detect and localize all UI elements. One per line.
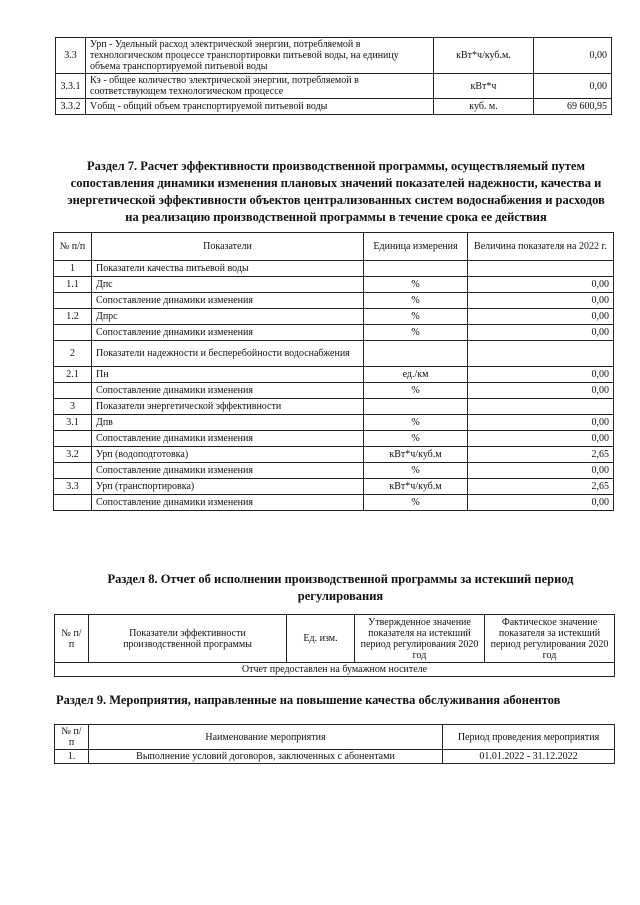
row-value: 0,00 (468, 367, 614, 383)
row-name: Сопоставление динамики изменения (92, 431, 364, 447)
row-value: 0,00 (468, 277, 614, 293)
row-unit: кВт*ч/куб.м (364, 479, 468, 495)
header-name: Наименование мероприятия (89, 725, 443, 750)
row-unit: % (364, 383, 468, 399)
row-name: Показатели качества питьевой воды (92, 261, 364, 277)
row-value (468, 399, 614, 415)
header-actual: Фактическое значение показателя за истекший период регулирования 2020 год (485, 615, 615, 663)
row-period: 01.01.2022 - 31.12.2022 (443, 750, 615, 764)
row-unit: % (364, 325, 468, 341)
header-unit: Ед. изм. (287, 615, 355, 663)
section8-title: Раздел 8. Отчет об исполнении производственной программы за истекший период регулирования (107, 572, 574, 603)
header-approved: Утвержденное значение показателя на истекший период регулирования 2020 год (355, 615, 485, 663)
row-num: 1.1 (54, 277, 92, 293)
row-name: Показатели энергетической эффективности (92, 399, 364, 415)
row-num: 3 (54, 399, 92, 415)
table-row (54, 399, 614, 415)
row-value: 0,00 (468, 495, 614, 511)
row-value: 0,00 (468, 293, 614, 309)
header-value: Величина показателя на 2022 г. (468, 233, 614, 261)
row-name: Сопоставление динамики изменения (92, 495, 364, 511)
row-unit: кВт*ч/куб.м. (434, 38, 534, 74)
table-row (54, 415, 614, 431)
table-row (54, 367, 614, 383)
row-num: 3.3 (54, 479, 92, 495)
row-num (54, 431, 92, 447)
header-name: Показатели (92, 233, 364, 261)
row-name: Выполнение условий договоров, заключенных с абонентами (89, 750, 443, 764)
energy-consumption-table (55, 37, 612, 115)
row-value (468, 261, 614, 277)
efficiency-table (53, 232, 614, 511)
row-value: 69 600,95 (534, 99, 612, 115)
row-unit: % (364, 431, 468, 447)
table-row (54, 293, 614, 309)
row-unit: % (364, 293, 468, 309)
header-num: № п/п (54, 233, 92, 261)
header-num: № п/п (55, 725, 89, 750)
row-value: 0,00 (468, 383, 614, 399)
row-unit: % (364, 309, 468, 325)
table-row (54, 463, 614, 479)
section9-title: Раздел 9. Мероприятия, направленные на повышение качества обслуживания абонентов (56, 693, 561, 707)
row-value (468, 341, 614, 367)
row-name: Сопоставление динамики изменения (92, 325, 364, 341)
row-num: 3.1 (54, 415, 92, 431)
table-row (54, 479, 614, 495)
row-num (54, 325, 92, 341)
row-value: 0,00 (468, 325, 614, 341)
table-row (56, 99, 612, 115)
row-value: 2,65 (468, 479, 614, 495)
row-num (54, 383, 92, 399)
measures-table (54, 724, 615, 764)
table-row (54, 447, 614, 463)
row-desc: Урп - Удельный расход электрической энергии, потребляемой в технологическом процессе транспортировки питьевой воды, на единицу объема транспортируемой питьевой воды (86, 38, 434, 74)
row-unit (364, 261, 468, 277)
row-name: Дпс (92, 277, 364, 293)
table-row (54, 277, 614, 293)
table-row (55, 750, 615, 764)
row-unit (364, 399, 468, 415)
row-name: Сопоставление динамики изменения (92, 383, 364, 399)
table-row (56, 74, 612, 99)
row-num (54, 293, 92, 309)
row-num: 2.1 (54, 367, 92, 383)
row-value: 2,65 (468, 447, 614, 463)
row-num: 1. (55, 750, 89, 764)
row-unit: % (364, 277, 468, 293)
report-table (54, 614, 615, 677)
table-row (54, 431, 614, 447)
row-num (54, 463, 92, 479)
row-value: 0,00 (534, 38, 612, 74)
row-num: 3.3 (56, 38, 86, 74)
row-unit: % (364, 495, 468, 511)
table-row (54, 495, 614, 511)
row-value: 0,00 (534, 74, 612, 99)
row-unit: куб. м. (434, 99, 534, 115)
row-unit: кВт*ч/куб.м (364, 447, 468, 463)
row-name: Урп (транспортировка) (92, 479, 364, 495)
row-unit: % (364, 415, 468, 431)
table-row (54, 261, 614, 277)
row-num: 3.3.1 (56, 74, 86, 99)
row-num: 2 (54, 341, 92, 367)
row-name: Урп (водоподготовка) (92, 447, 364, 463)
row-value: 0,00 (468, 463, 614, 479)
report-note: Отчет предоставлен на бумажном носителе (55, 663, 615, 677)
row-desc: Кэ - общее количество электрической энергии, потребляемой в соответствующем технологическом процессе (86, 74, 434, 99)
section7-title: Раздел 7. Расчет эффективности производственной программы, осуществляемый путем сопоставления динамики изменения плановых значений показателей надежности, качества и энергетической эффективности объектов централизованных систем водоснабжения и расходов на реализацию производственной программы в течение срока ее действия (67, 159, 605, 224)
row-num: 3.2 (54, 447, 92, 463)
row-value: 0,00 (468, 431, 614, 447)
row-name: Сопоставление динамики изменения (92, 293, 364, 309)
row-unit: ед./км (364, 367, 468, 383)
header-name: Показатели эффективности производственной программы (89, 615, 287, 663)
row-unit: кВт*ч (434, 74, 534, 99)
header-unit: Единица измерения (364, 233, 468, 261)
row-name: Дпв (92, 415, 364, 431)
header-period: Период проведения мероприятия (443, 725, 615, 750)
row-value: 0,00 (468, 309, 614, 325)
table-row (54, 309, 614, 325)
row-num (54, 495, 92, 511)
row-unit: % (364, 463, 468, 479)
table-row (56, 38, 612, 74)
row-name: Дпрс (92, 309, 364, 325)
row-num: 3.3.2 (56, 99, 86, 115)
header-num: № п/п (55, 615, 89, 663)
row-name: Пн (92, 367, 364, 383)
row-desc: Vобщ - общий объем транспортируемой питьевой воды (86, 99, 434, 115)
row-num: 1.2 (54, 309, 92, 325)
row-num: 1 (54, 261, 92, 277)
table-row (54, 383, 614, 399)
table-row (54, 341, 614, 367)
row-unit (364, 341, 468, 367)
row-name: Показатели надежности и бесперебойности водоснабжения (92, 341, 364, 367)
row-value: 0,00 (468, 415, 614, 431)
table-row (54, 325, 614, 341)
row-name: Сопоставление динамики изменения (92, 463, 364, 479)
